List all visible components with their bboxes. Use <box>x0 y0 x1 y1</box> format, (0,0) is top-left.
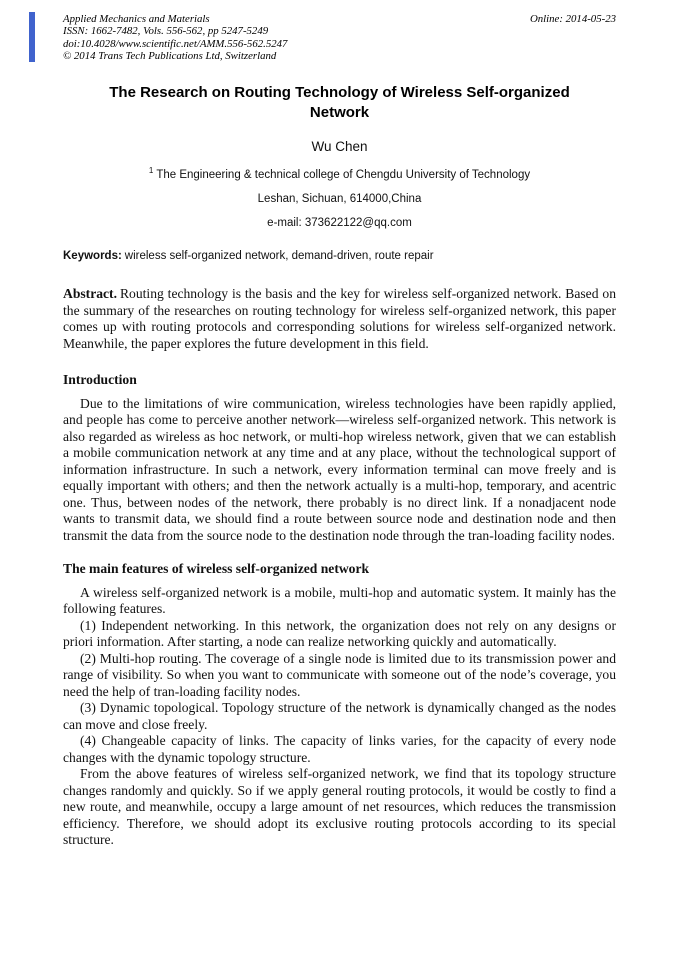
feature-3-paragraph: (3) Dynamic topological. Topology structure of the network is dynamically changed as the nodes can move and close freely. <box>63 700 616 732</box>
journal-header <box>63 13 616 62</box>
affiliation-superscript: 1 <box>148 166 154 176</box>
abstract-paragraph <box>63 286 616 352</box>
author-address: Leshan, Sichuan, 614000,China <box>257 193 422 206</box>
features-conclusion-paragraph: From the above features of wireless self-organized network, we find that its topology structure changes randomly and quickly. So if we apply general routing protocols, it would be costly to find a new route, and meanwhile, occupy a large amount of net resources, which reduces the transmission efficiency. Therefore, we should adopt its exclusive routing protocols according to its special structure. <box>63 766 616 848</box>
feature-2-paragraph: (2) Multi-hop routing. The coverage of a single node is limited due to its transmission power and range of visibility. So when you want to communicate with someone out of the node’s coverage, you need the help of tran-loading facility nodes. <box>63 650 616 699</box>
page-content <box>63 13 616 849</box>
section-heading-main-features: The main features of wireless self-organized network <box>63 561 370 577</box>
affiliation-text: The Engineering & technical college of Chengdu University of Technology <box>156 169 531 182</box>
blue-margin-bar <box>29 12 35 62</box>
feature-4-paragraph: (4) Changeable capacity of links. The capacity of links varies, for the capacity of every node changes with the dynamic topology structure. <box>63 733 616 765</box>
features-intro-paragraph: A wireless self-organized network is a mobile, multi-hop and automatic system. It mainly has the following features. <box>63 584 616 617</box>
feature-1-paragraph: (1) Independent networking. In this network, the organization does not rely on any designs or priori information. After starting, a node can realize networking quickly and automatically. <box>63 617 616 650</box>
journal-header-left <box>63 13 287 62</box>
journal-copyright-line: © 2014 Trans Tech Publications Ltd, Switzerland <box>63 49 277 62</box>
keywords-text: wireless self-organized network, demand-driven, route repair <box>124 250 434 263</box>
abstract-label: Abstract. <box>63 286 117 302</box>
author-email: e-mail: 373622122@qq.com <box>267 217 412 230</box>
section-heading-introduction: Introduction <box>63 372 137 388</box>
introduction-paragraph: Due to the limitations of wire communication, wireless technologies have been rapidly applied, and people has come to perceive another network—wireless self-organized network. This network is also regarded as wireless as hoc network, or multi-hop wireless network, given that we can establish a mobile communication network at any time and at any place, without the technological support of information infrastructure. In such a network, every information terminal can move freely and is equally important with others; and then the network actually is a multi-hop, temporary, and acentric one. Thus, between nodes of the network, there probably is no direct link. If a nonadjacent node wants to transmit data, we should find a route between source node and destination node and then transmit the data from the source node to the destination node through the tran-loading facility nodes. <box>63 395 616 543</box>
keywords-line <box>63 249 616 263</box>
author-affiliation <box>63 164 616 182</box>
keywords-label: Keywords: <box>63 250 122 263</box>
online-date: Online: 2014-05-23 <box>529 13 616 25</box>
paper-title: The Research on Routing Technology of Wireless Self-organized Network <box>109 84 570 121</box>
journal-issn-line: ISSN: 1662-7482, Vols. 556-562, pp 5247-5249 <box>63 25 269 38</box>
author-name: Wu Chen <box>311 139 368 155</box>
journal-name: Applied Mechanics and Materials <box>63 13 210 25</box>
journal-doi-line: doi:10.4028/www.scientific.net/AMM.556-562.5247 <box>63 37 288 50</box>
abstract-text: Routing technology is the basis and the key for wireless self-organized network. Based on the summary of the researches on routing technology for wireless self-organized network, this paper comes up with routing protocols and corresponding solutions for wireless self-organized network. Meanwhile, the paper explores the future development in this field. <box>63 286 616 351</box>
